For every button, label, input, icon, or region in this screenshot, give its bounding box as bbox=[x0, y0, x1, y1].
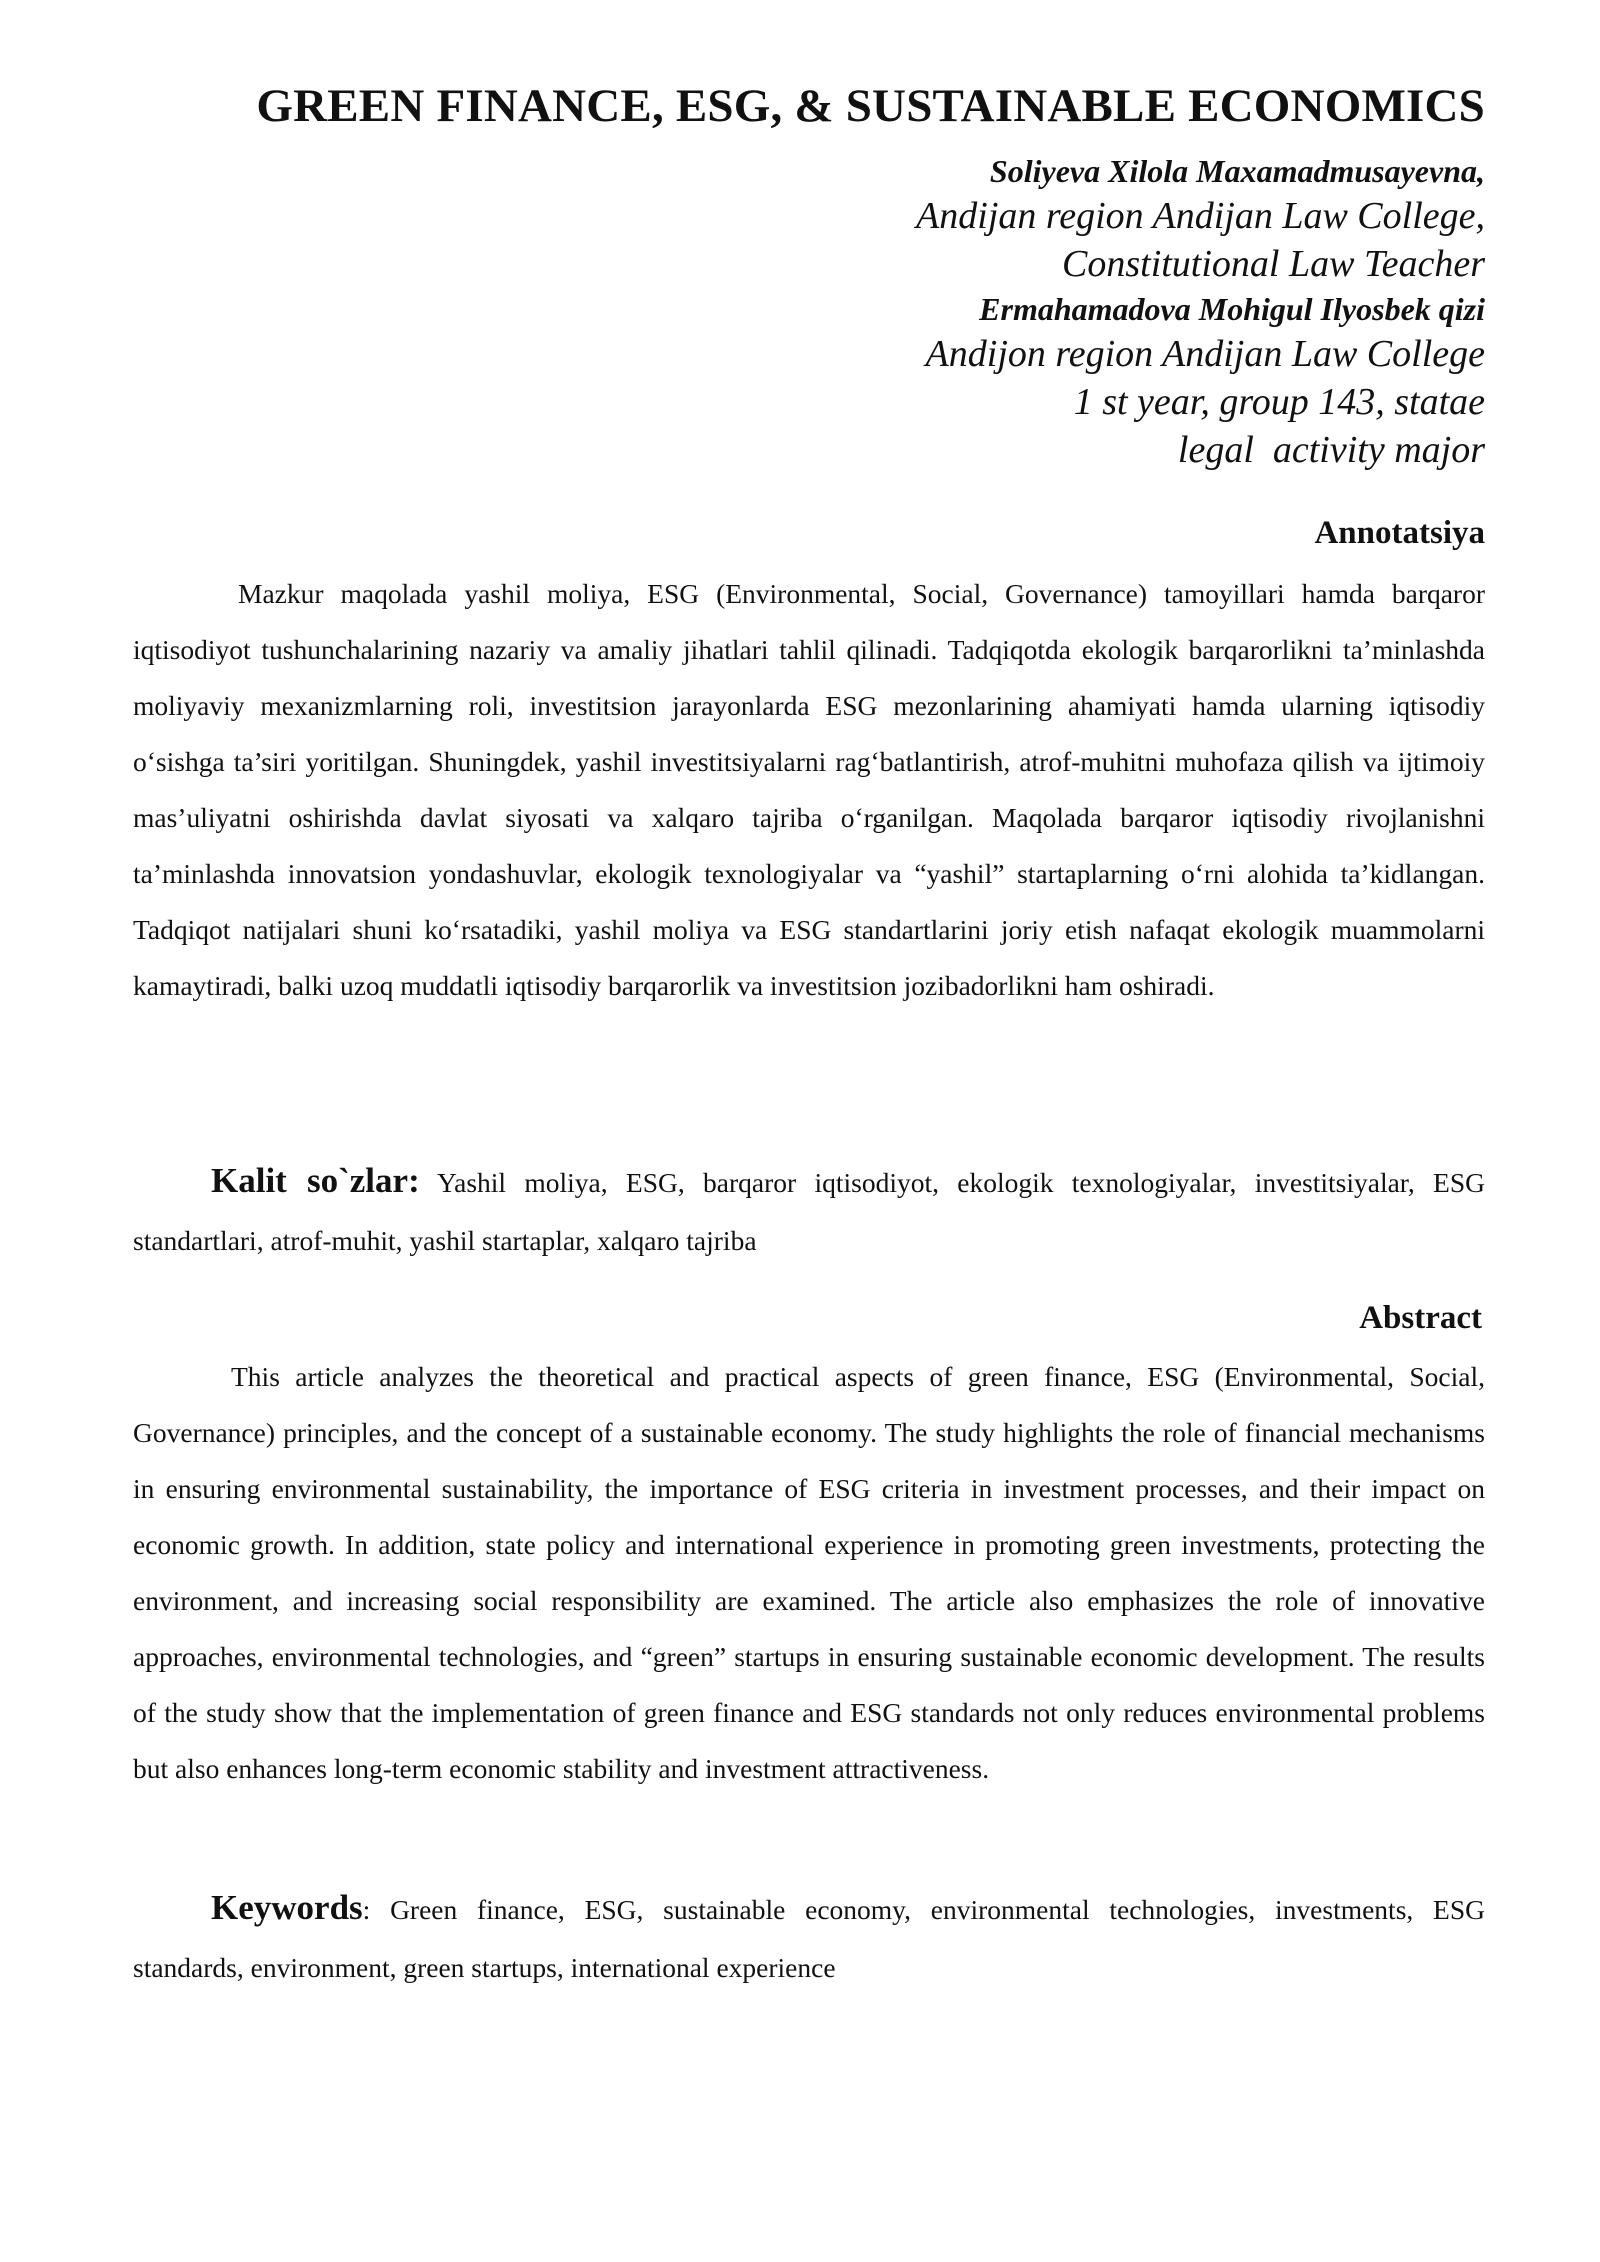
author-name-1: Soliyeva Xilola Maxamadmusayevna, bbox=[989, 153, 1485, 189]
annotation-text: Mazkur maqolada yashil moliya, ESG (Environmental, Social, Governance) tamoyillari hamda barqaror iqtisodiyot tushunchalarining nazariy va amaliy jihatlari tahlil qilinadi. Tadqiqotda ekologik barqarorlikni ta’minlashda moliyaviy mexanizmlarning roli, investitsion jarayonlarda ESG mezonlarining ahamiyati hamda ularning iqtisodiy o‘sishga ta’siri yoritilgan. Shuningdek, yashil investitsiyalarni rag‘batlantirish, atrof-muhitni muhofaza qilish va ijtimoiy mas’uliyatni oshirishda davlat siyosati va xalqaro tajriba o‘rganilgan. Maqolada barqaror iqtisodiy rivojlanishni ta’minlashda innovatsion yondashuvlar, ekologik texnologiyalar va “yashil” startaplarning o‘rni alohida ta’kidlangan. Tadqiqot natijalari shuni ko‘rsatadiki, yashil moliya va ESG standartlarini joriy etish nafaqat ekologik muammolarni kamaytiradi, balki uzoq muddatli iqtisodiy barqarorlik va investitsion jozibadorlikni ham oshiradi. bbox=[133, 578, 1485, 1001]
en-keywords-label: Keywords bbox=[211, 1888, 363, 1927]
en-keywords-colon: : bbox=[362, 1894, 371, 1925]
author-1-affiliation-line-2: Constitutional Law Teacher bbox=[1062, 243, 1485, 285]
author-1-affiliation-line-1: Andijan region Andijan Law College, bbox=[916, 195, 1485, 237]
author-2-affiliation-line-1: Andijon region Andijan Law College bbox=[925, 333, 1485, 375]
author-name-2: Ermahamadova Mohigul Ilyosbek qizi bbox=[979, 291, 1485, 327]
uz-keywords bbox=[133, 1152, 1485, 1270]
abstract-text: This article analyzes the theoretical and practical aspects of green finance, ESG (Environmental, Social, Governance) principles, and the concept of a sustainable economy. The study highlights the role of financial mechanisms in ensuring environmental sustainability, the importance of ESG criteria in investment processes, and their impact on economic growth. In addition, state policy and international experience in promoting green investments, protecting the environment, and increasing social responsibility are examined. The article also emphasizes the role of innovative approaches, environmental technologies, and “green” startups in ensuring sustainable economic development. The results of the study show that the implementation of green finance and ESG standards not only reduces environmental problems but also enhances long-term economic stability and investment attractiveness. bbox=[133, 1361, 1485, 1784]
uz-keywords-text: Yashil moliya, ESG, barqaror iqtisodiyot, ekologik texnologiyalar, investitsiyalar, ESG standartlari, atrof-muhit, yashil startaplar, xalqaro tajriba bbox=[133, 1167, 1485, 1256]
en-keywords-text: Green finance, ESG, sustainable economy, environmental technologies, investments, ESG standards, environment, green startups, international experience bbox=[133, 1894, 1485, 1983]
annotation-heading: Annotatsiya bbox=[1314, 515, 1485, 551]
paper-title: GREEN FINANCE, ESG, & SUSTAINABLE ECONOMICS bbox=[256, 80, 1485, 132]
abstract-heading: Abstract bbox=[1359, 1300, 1482, 1336]
author-block bbox=[916, 150, 1485, 474]
author-2-affiliation-line-3: legal activity major bbox=[1177, 429, 1485, 471]
uz-keywords-label: Kalit so`zlar: bbox=[211, 1161, 420, 1200]
en-keywords bbox=[133, 1879, 1485, 1997]
author-2-affiliation-line-2: 1 st year, group 143, statae bbox=[1073, 381, 1485, 423]
